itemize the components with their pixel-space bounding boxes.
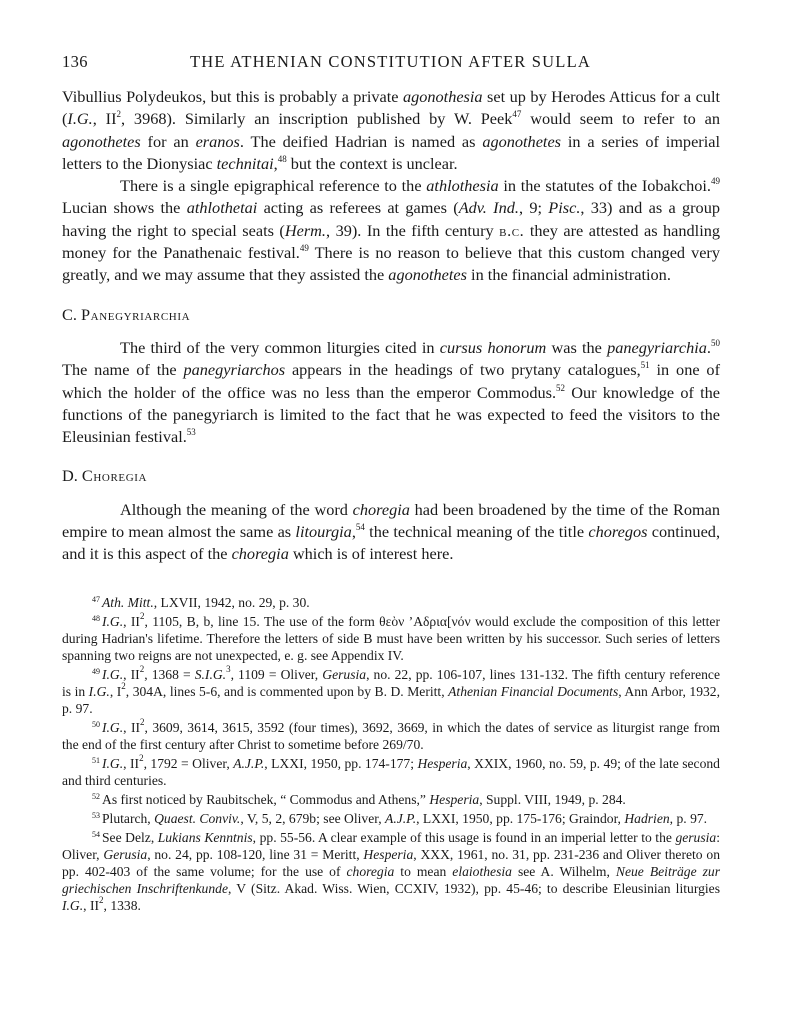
- text-span: , II: [83, 898, 100, 913]
- text-span: which is of interest here.: [288, 544, 454, 564]
- italic-citation: Hadrien: [624, 811, 670, 826]
- footnote-48: [62, 613, 720, 664]
- text-span: , V (Sitz. Akad. Wiss. Wien, CCXIV, 1932), pp. 45-46; to describe Eleusinian liturgies: [227, 881, 720, 896]
- footnote-53: [62, 810, 720, 827]
- footnote-54: [62, 829, 720, 914]
- footnote-number: 47: [92, 595, 100, 604]
- footnote-number: 53: [92, 811, 100, 820]
- text-span: ,: [273, 153, 278, 173]
- italic-term: choregia: [231, 544, 289, 564]
- footnote-number: 50: [92, 720, 100, 729]
- section-letter: C.: [62, 304, 82, 324]
- footnote-number: 52: [92, 792, 100, 801]
- text-span: The name of the: [62, 360, 184, 380]
- text-span: The third of the very common liturgies cited in: [120, 337, 440, 357]
- text-span: , 39). In the fifth century: [326, 220, 500, 240]
- footnote-ref-49: 49: [299, 243, 309, 254]
- text-span: Our knowledge of the functions of the panegyriarch is limited to the fact that he was expected to feed the visitors to the Eleusinian festival.: [62, 382, 720, 447]
- italic-citation: Herm.: [284, 220, 327, 240]
- italic-citation: Athenian Financial Documents: [448, 684, 619, 699]
- italic-citation: Hesperia: [429, 792, 480, 807]
- footnotes: [62, 594, 720, 916]
- text-span: in the statutes of the Iobakchoi.: [498, 176, 711, 196]
- italic-citation: Adv. Ind.: [458, 198, 519, 218]
- italic-term: litourgia: [295, 522, 352, 542]
- footnote-49: [62, 666, 720, 717]
- italic-term: choregos: [588, 522, 648, 542]
- text-span: to mean: [394, 864, 453, 879]
- text-span: Lucian shows the: [62, 198, 187, 218]
- text-span: set up by Herodes Atticus for a cult (: [62, 87, 720, 129]
- main-text: [62, 86, 720, 566]
- superscript: 2: [116, 109, 122, 120]
- text-span: .: [706, 337, 711, 357]
- italic-term: technitai: [216, 153, 274, 173]
- italic-term: cursus honorum: [439, 337, 547, 357]
- text-span: ,: [351, 522, 356, 542]
- text-span: As first noticed by Raubitschek, “ Commodus and Athens,”: [102, 792, 430, 807]
- italic-term: agonothesia: [402, 87, 483, 106]
- italic-citation: A.J.P.: [385, 811, 417, 826]
- italic-citation: Neue Beiträge zur griechischen Inschriftenkunde: [62, 864, 720, 896]
- text-span: , 9;: [518, 198, 549, 218]
- text-span: Although the meaning of the word: [120, 499, 353, 519]
- text-span: , 1368 =: [144, 667, 195, 682]
- text-span: , 33) and as a group having the right to special seats (: [62, 198, 720, 240]
- text-span: but the context is unclear.: [286, 153, 458, 173]
- text-span: , II: [123, 614, 140, 629]
- section-heading-choregia: [62, 465, 720, 487]
- paragraph-athlothesia: [62, 175, 720, 286]
- italic-term: panegyriarchos: [183, 360, 286, 380]
- section-letter: D.: [62, 466, 82, 486]
- text-span: , LXVII, 1942, no. 29, p. 30.: [153, 595, 310, 610]
- section-title: Choregia: [81, 466, 148, 486]
- text-span: continued, and it is this aspect of the: [62, 522, 721, 564]
- superscript: 3: [226, 664, 231, 674]
- text-span: , 3968). Similarly an inscription published by W. Peek: [121, 109, 513, 129]
- italic-term: athlothetai: [186, 198, 258, 218]
- text-span: appears in the headings of two prytany catalogues,: [285, 360, 641, 380]
- text-span: , 3609, 3614, 3615, 3592 (four times), 3692, 3669, in which the dates of service as liturgist range from the end of the first century after Christ to sometime before 269/70.: [62, 720, 720, 752]
- text-span: , LXXI, 1950, pp. 174-177;: [264, 756, 418, 771]
- italic-term: elaiothesia: [452, 864, 512, 879]
- italic-term: choregia: [352, 499, 410, 519]
- italic-term: athlothesia: [426, 176, 499, 196]
- text-span: , p. 97.: [669, 811, 708, 826]
- italic-citation: I.G.: [102, 667, 124, 682]
- italic-term: choregia: [346, 864, 395, 879]
- text-span: , 1109 = Oliver,: [230, 667, 323, 682]
- text-span: the technical meaning of the title: [364, 522, 589, 542]
- italic-citation: I.G.: [62, 898, 84, 913]
- text-span: , pp. 55-56. A clear example of this usage is found in an imperial letter to the: [252, 830, 676, 845]
- footnote-ref-52: 52: [556, 382, 566, 393]
- footnote-ref-49: 49: [711, 176, 720, 187]
- text-span: . The deified Hadrian is named as: [239, 131, 483, 151]
- italic-citation: Hesperia: [417, 756, 468, 771]
- footnote-52: [62, 791, 720, 808]
- italic-citation: I.G.: [102, 756, 124, 771]
- small-caps-era: b.c.: [499, 220, 525, 240]
- text-span: , 1338.: [103, 898, 141, 913]
- section-heading-panegyriarchia: [62, 304, 720, 326]
- italic-citation: Pisc.: [548, 198, 581, 218]
- footnote-ref-51: 51: [640, 360, 650, 371]
- page-number: 136: [62, 52, 88, 71]
- text-span: Vibullius Polydeukos, but this is probably a private: [62, 87, 403, 106]
- footnote-ref-50: 50: [710, 337, 720, 348]
- text-span: , no. 24, pp. 108-120, line 31 = Meritt,: [147, 847, 364, 862]
- text-span: See Delz,: [102, 830, 158, 845]
- italic-term: agonothetes: [482, 131, 562, 151]
- text-span: was the: [546, 337, 608, 357]
- italic-citation: I.G.: [67, 109, 93, 129]
- footnote-51: [62, 755, 720, 789]
- text-span: , XXX, 1961, no. 31, pp. 231-236 and Oliver thereto on pp. 402-403 of the same volume; for the use of: [62, 847, 720, 879]
- italic-citation: Gerusia: [322, 667, 367, 682]
- text-span: , II: [92, 109, 117, 129]
- italic-citation: Gerusia: [103, 847, 148, 862]
- text-span: There is a single epigraphical reference to the: [120, 176, 427, 196]
- text-span: acting as referees at games (: [257, 198, 459, 218]
- text-span: see A. Wilhelm,: [511, 864, 616, 879]
- italic-citation: Quaest. Conviv.: [154, 811, 241, 826]
- superscript: 2: [140, 717, 145, 727]
- footnote-ref-48: 48: [277, 153, 287, 164]
- text-span: had been broadened by the time of the Roman empire to mean almost the same as: [62, 499, 720, 542]
- text-span: for an: [140, 131, 196, 151]
- text-span: , XXIX, 1960, no. 59, p. 49; of the late second and third centuries.: [62, 756, 720, 788]
- paragraph-panegyriarchia: [62, 337, 720, 448]
- italic-term: gerusia: [675, 830, 717, 845]
- text-span: , II: [123, 667, 140, 682]
- italic-citation: Ath. Mitt.: [102, 595, 154, 610]
- text-span: , 304A, lines 5-6, and is commented upon by B. D. Meritt,: [125, 684, 449, 699]
- italic-citation: Hesperia: [363, 847, 414, 862]
- footnote-ref-54: 54: [355, 522, 365, 533]
- italic-citation: I.G.: [102, 720, 124, 735]
- footnote-number: 51: [92, 756, 100, 765]
- italic-citation: S.I.G.: [194, 667, 227, 682]
- superscript: 2: [139, 611, 145, 621]
- footnote-number: 54: [92, 830, 100, 839]
- text-span: in the financial administration.: [466, 265, 671, 285]
- text-span: : Oliver,: [62, 830, 720, 862]
- footnote-number: 48: [92, 614, 100, 623]
- superscript: 2: [139, 753, 144, 763]
- italic-citation: I.G.: [102, 614, 124, 629]
- text-span: , no. 22, pp. 106-107, lines 131-132. The fifth century reference is in: [62, 667, 720, 699]
- text-span: , V, 5, 2, 679b; see Oliver,: [240, 811, 386, 826]
- paragraph-choregia: [62, 499, 720, 566]
- text-span: , LXXI, 1950, pp. 175-176; Graindor,: [416, 811, 625, 826]
- running-header: [62, 52, 720, 76]
- italic-citation: Lukians Kenntnis: [157, 830, 253, 845]
- running-title: THE ATHENIAN CONSTITUTION AFTER SULLA: [190, 52, 591, 71]
- italic-citation: A.J.P.: [233, 756, 265, 771]
- superscript: 2: [99, 895, 104, 905]
- footnote-number: 49: [92, 667, 100, 676]
- italic-citation: I.G.: [88, 684, 110, 699]
- italic-term: agonothetes: [62, 131, 141, 151]
- text-span: would seem to refer to an: [521, 109, 721, 129]
- text-span: in one of which the holder of the office was no less than the emperor Commodus.: [62, 360, 720, 402]
- section-title: Panegyriarchia: [81, 304, 191, 324]
- text-span: they are attested as handling money for the Panathenaic festival.: [62, 220, 721, 263]
- text-span: , Suppl. VIII, 1949, p. 284.: [479, 792, 626, 807]
- paragraph-agonothesia: [62, 86, 720, 175]
- footnote-50: [62, 719, 720, 753]
- superscript: 2: [139, 664, 145, 674]
- footnote-ref-53: 53: [186, 427, 196, 438]
- text-span: There is no reason to believe that this custom changed very greatly, and we may assume that they assisted the: [62, 243, 720, 285]
- italic-term: agonothetes: [388, 265, 467, 285]
- text-span: , I: [109, 684, 122, 699]
- footnote-47: [62, 594, 720, 611]
- text-span: , II: [123, 720, 141, 735]
- text-span: Plutarch,: [102, 811, 155, 826]
- text-span: , 1792 = Oliver,: [143, 756, 234, 771]
- text-span: , 1105, B, b, line 15. The use of the form θεὸν ʼΑδρια[νόν would exclude the composition of this letter during Hadrian's lifetime. Therefore the letters of side B must have been written by his successor. Such series of letters spanning two reigns are not unexpected, e. g. see Appendix IV.: [62, 614, 720, 663]
- italic-term: panegyriarchia: [607, 337, 707, 357]
- text-span: , Ann Arbor, 1932, p. 97.: [62, 684, 720, 716]
- text-span: in a series of imperial letters to the Dionysiac: [62, 131, 720, 173]
- superscript: 2: [121, 681, 126, 691]
- text-span: , II: [123, 756, 140, 771]
- italic-term: eranos: [195, 131, 240, 151]
- footnote-ref-47: 47: [512, 109, 522, 120]
